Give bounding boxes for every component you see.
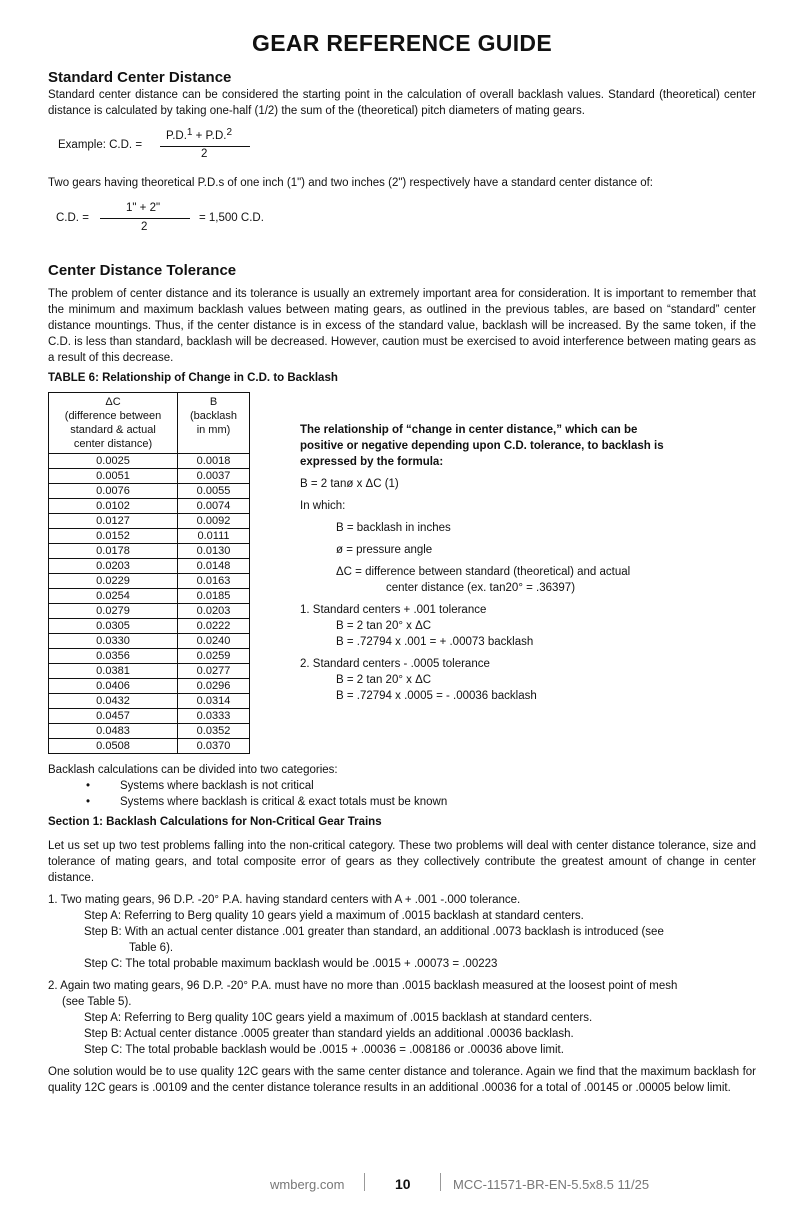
header-line: B bbox=[209, 396, 218, 408]
problem1 bbox=[48, 892, 756, 972]
table-row bbox=[49, 649, 250, 664]
table-row bbox=[49, 499, 250, 514]
table-row bbox=[49, 529, 250, 544]
cell-backlash: 0.0203 bbox=[178, 604, 250, 619]
definition-dc: ΔC = difference between standard (theoretical) and actual bbox=[336, 566, 631, 578]
cell-delta-c: 0.0305 bbox=[49, 619, 178, 634]
cell-backlash: 0.0259 bbox=[178, 649, 250, 664]
header-line: center distance) bbox=[73, 438, 153, 450]
table-row bbox=[49, 514, 250, 529]
cell-delta-c: 0.0178 bbox=[49, 544, 178, 559]
cell-backlash: 0.0074 bbox=[178, 499, 250, 514]
cell-delta-c: 0.0102 bbox=[49, 499, 178, 514]
definition-b: B = backlash in inches bbox=[336, 522, 451, 534]
formula-intro: The relationship of “change in center distance,” which can be positive or negative depending upon C.D. tolerance, to backlash is expressed by the formula: bbox=[300, 424, 664, 468]
problem2 bbox=[48, 978, 756, 1058]
table-row bbox=[49, 544, 250, 559]
cd-label: C.D. = bbox=[56, 212, 89, 224]
table-row bbox=[49, 619, 250, 634]
example-num-a: P.D. bbox=[166, 130, 187, 142]
formula-equation: B = 2 tanø x ΔC (1) bbox=[300, 478, 399, 490]
header-line: in mm) bbox=[196, 424, 231, 436]
heading-center-distance-tolerance: Center Distance Tolerance bbox=[48, 262, 237, 279]
cd-result: = 1,500 C.D. bbox=[199, 212, 264, 224]
example-sup-a: 1 bbox=[186, 127, 193, 138]
cell-delta-c: 0.0152 bbox=[49, 529, 178, 544]
cell-backlash: 0.0055 bbox=[178, 484, 250, 499]
cell-delta-c: 0.0356 bbox=[49, 649, 178, 664]
cell-delta-c: 0.0483 bbox=[49, 724, 178, 739]
table6-header-delta-c bbox=[49, 393, 178, 454]
header-line: (difference between bbox=[64, 410, 162, 422]
footer-divider bbox=[440, 1173, 441, 1191]
paragraph-section1: Let us set up two test problems falling into the non-critical category. These two problems will deal with center distance tolerance, size and tolerance of mating gears, and total composite error of gears as they collectively contribute the greatest amount of change in center distance. bbox=[48, 840, 756, 884]
fraction-line bbox=[100, 218, 190, 219]
header-line: (backlash bbox=[189, 410, 238, 422]
example1-line1: B = 2 tan 20° x ΔC bbox=[336, 620, 432, 632]
table-row bbox=[49, 694, 250, 709]
example1-line2: B = .72794 x .001 = + .00073 backlash bbox=[336, 636, 534, 648]
page-title: GEAR REFERENCE GUIDE bbox=[252, 30, 552, 56]
bullet: • bbox=[86, 796, 91, 808]
header-line: standard & actual bbox=[70, 424, 156, 436]
header-line: ΔC bbox=[105, 396, 121, 408]
example-sup-b: 2 bbox=[226, 127, 233, 138]
table6-header-b bbox=[178, 393, 250, 454]
cell-backlash: 0.0037 bbox=[178, 469, 250, 484]
cell-backlash: 0.0352 bbox=[178, 724, 250, 739]
table-row bbox=[49, 559, 250, 574]
problem1-step-c: Step C: The total probable maximum backlash would be .0015 + .00073 = .00223 bbox=[84, 958, 498, 970]
cell-backlash: 0.0222 bbox=[178, 619, 250, 634]
problem2-step-b: Step B: Actual center distance .0005 greater than standard yields an additional .00036 backlash. bbox=[84, 1028, 574, 1040]
cell-backlash: 0.0111 bbox=[178, 529, 250, 544]
cell-delta-c: 0.0076 bbox=[49, 484, 178, 499]
cell-backlash: 0.0185 bbox=[178, 589, 250, 604]
category-item bbox=[48, 778, 756, 794]
table-row bbox=[49, 709, 250, 724]
cell-backlash: 0.0240 bbox=[178, 634, 250, 649]
cell-delta-c: 0.0279 bbox=[49, 604, 178, 619]
table-row bbox=[49, 484, 250, 499]
cd-formula bbox=[56, 202, 356, 238]
table6-body bbox=[49, 454, 250, 754]
cell-delta-c: 0.0330 bbox=[49, 634, 178, 649]
cell-delta-c: 0.0432 bbox=[49, 694, 178, 709]
cell-delta-c: 0.0229 bbox=[49, 574, 178, 589]
table-row bbox=[49, 574, 250, 589]
problem2-step-c: Step C: The total probable backlash would be .0015 + .00036 = .008186 or .00036 above limit. bbox=[84, 1044, 564, 1056]
cell-backlash: 0.0092 bbox=[178, 514, 250, 529]
table-row bbox=[49, 604, 250, 619]
bullet: • bbox=[86, 780, 91, 792]
paragraph-standard-center-distance: Standard center distance can be considered the starting point in the calculation of overall backlash values. Standard (theoretical) center distance is calculated by taking one-half (1/2) the sum of the (theoretical) pitch diameters of mating gears. bbox=[48, 89, 756, 117]
problem2-step-a: Step A: Referring to Berg quality 10C gears yield a maximum of .0015 backlash at standard centers. bbox=[84, 1012, 593, 1024]
cell-backlash: 0.0333 bbox=[178, 709, 250, 724]
formula-in-which: In which: bbox=[300, 500, 346, 512]
cell-backlash: 0.0163 bbox=[178, 574, 250, 589]
footer-site-link[interactable]: wmberg.com bbox=[270, 1177, 345, 1192]
category-item-text: Systems where backlash is critical & exact totals must be known bbox=[120, 796, 448, 808]
table-row bbox=[49, 634, 250, 649]
problem1-step-b-cont: Table 6). bbox=[129, 942, 174, 954]
example2-line1: B = 2 tan 20° x ΔC bbox=[336, 674, 432, 686]
cell-delta-c: 0.0381 bbox=[49, 664, 178, 679]
cell-backlash: 0.0277 bbox=[178, 664, 250, 679]
table-row bbox=[49, 469, 250, 484]
cell-backlash: 0.0370 bbox=[178, 739, 250, 754]
example-denominator: 2 bbox=[201, 148, 208, 160]
table6-caption: TABLE 6: Relationship of Change in C.D. to Backlash bbox=[48, 372, 338, 384]
problem2-title-cont: (see Table 5). bbox=[62, 996, 132, 1008]
example2-title: 2. Standard centers - .0005 tolerance bbox=[300, 658, 490, 670]
formula-block bbox=[300, 422, 680, 704]
closing-paragraph: One solution would be to use quality 12C gears with the same center distance and tolerance. Again we find that the maximum backlash for quality 12C gears is .00109 and the center distance tolerance results in an additional .00036 for a total of .00145 or .00005 below limit. bbox=[48, 1066, 756, 1094]
cd-denominator: 2 bbox=[141, 221, 148, 233]
problem1-step-a: Step A: Referring to Berg quality 10 gears yield a maximum of .0015 backlash at standard centers. bbox=[84, 910, 584, 922]
cell-backlash: 0.0018 bbox=[178, 454, 250, 469]
paragraph-center-distance-tolerance: The problem of center distance and its tolerance is usually an extremely important area for consideration. It is important to remember that the minimum and maximum backlash values between mating gears, as outlined in the previous tables, are based on “standard” center distance mountings. Thus, if the center distance is in excess of the standard value, backlash will be increased. By the same token, if the C.D. is less than standard, backlash will be decreased. However, caution must be exercised to avoid interference between mating gears as a result of this decrease. bbox=[48, 288, 756, 364]
problem2-title: 2. Again two mating gears, 96 D.P. -20° P.A. must have no more than .0015 backlash measured at the loosest point of mesh bbox=[48, 980, 678, 992]
table6 bbox=[48, 392, 250, 754]
fraction-line bbox=[160, 146, 250, 147]
heading-standard-center-distance: Standard Center Distance bbox=[48, 69, 232, 86]
example-num-b: + P.D. bbox=[192, 130, 227, 142]
heading-section1: Section 1: Backlash Calculations for Non-Critical Gear Trains bbox=[48, 816, 382, 828]
table-row bbox=[49, 739, 250, 754]
cell-delta-c: 0.0406 bbox=[49, 679, 178, 694]
example-formula bbox=[58, 127, 308, 166]
cd-numerator: 1" + 2" bbox=[126, 202, 161, 214]
categories-intro: Backlash calculations can be divided into two categories: bbox=[48, 764, 338, 776]
cell-backlash: 0.0296 bbox=[178, 679, 250, 694]
cell-delta-c: 0.0025 bbox=[49, 454, 178, 469]
table-row bbox=[49, 679, 250, 694]
example1-title: 1. Standard centers + .001 tolerance bbox=[300, 604, 487, 616]
example2-line2: B = .72794 x .0005 = - .00036 backlash bbox=[336, 690, 537, 702]
cell-backlash: 0.0130 bbox=[178, 544, 250, 559]
paragraph-two-gears: Two gears having theoretical P.D.s of one inch (1") and two inches (2") respectively have a standard center distance of: bbox=[48, 177, 654, 189]
category-item-text: Systems where backlash is not critical bbox=[120, 780, 314, 792]
example-label: Example: C.D. = bbox=[58, 139, 143, 151]
table-row bbox=[49, 724, 250, 739]
categories bbox=[48, 762, 756, 810]
footer-code: MCC-11571-BR-EN-5.5x8.5 11/25 bbox=[453, 1177, 650, 1192]
cell-delta-c: 0.0254 bbox=[49, 589, 178, 604]
cell-backlash: 0.0314 bbox=[178, 694, 250, 709]
problem1-title: 1. Two mating gears, 96 D.P. -20° P.A. having standard centers with A + .001 -.000 tolerance. bbox=[48, 894, 521, 906]
cell-delta-c: 0.0127 bbox=[49, 514, 178, 529]
cell-backlash: 0.0148 bbox=[178, 559, 250, 574]
problem1-step-b: Step B: With an actual center distance .001 greater than standard, an additional .0073 backlash is introduced (see bbox=[84, 926, 664, 938]
cell-delta-c: 0.0457 bbox=[49, 709, 178, 724]
category-item bbox=[48, 794, 756, 810]
definition-phi: ø = pressure angle bbox=[336, 544, 433, 556]
definition-dc-cont: center distance (ex. tan20° = .36397) bbox=[386, 582, 576, 594]
footer-divider bbox=[364, 1173, 365, 1191]
table-row bbox=[49, 664, 250, 679]
cell-delta-c: 0.0203 bbox=[49, 559, 178, 574]
table-row bbox=[49, 589, 250, 604]
cell-delta-c: 0.0051 bbox=[49, 469, 178, 484]
example-numerator bbox=[166, 127, 233, 142]
cell-delta-c: 0.0508 bbox=[49, 739, 178, 754]
footer-page-number: 10 bbox=[395, 1176, 411, 1192]
table-row bbox=[49, 454, 250, 469]
